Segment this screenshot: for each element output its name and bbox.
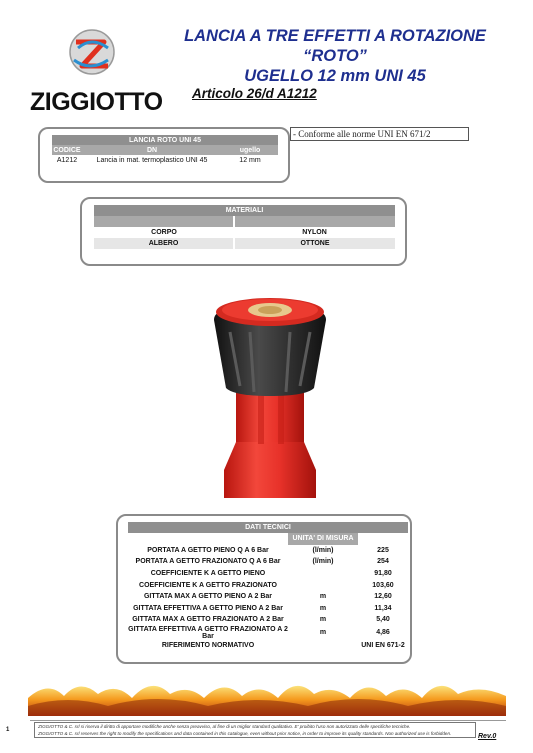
cell-value: UNI EN 671-2	[361, 642, 405, 650]
product-table	[52, 135, 278, 165]
materials-table	[94, 205, 395, 249]
materials-subheader-right	[234, 216, 395, 227]
cell-unit	[288, 579, 358, 591]
tech-header-blank	[128, 533, 288, 545]
materials-subheader-left	[94, 216, 234, 227]
cell-value: 12,60	[374, 593, 392, 601]
tech-table-title: DATI TECNICI	[128, 522, 408, 533]
cell-value: 254	[377, 558, 389, 566]
table-row	[128, 626, 408, 640]
tech-header-value	[358, 533, 408, 545]
brand-name: ZIGGIOTTO	[30, 88, 163, 116]
cell-value: 103,60	[372, 581, 394, 589]
cell-component: ALBERO	[94, 238, 234, 249]
page-number: 1	[6, 727, 10, 733]
footer-divider	[30, 720, 506, 721]
tech-data-table	[128, 522, 408, 651]
disclaimer-english: ZIGGIOTTO & C. srl reserves the right to modify the specifications and data contained in this catalogue, even without prior notice, in order to improve its quality standards. Non authorized use is forbidden.	[38, 731, 452, 736]
tech-header-unit: UNITA' DI MISURA	[288, 533, 358, 545]
revision-label: Rev.0	[478, 733, 497, 740]
title-line-2: UGELLO 12 mm UNI 45	[244, 67, 426, 85]
article-code: Articolo 26/d A1212	[192, 86, 317, 101]
cell-unit: m	[319, 604, 327, 612]
cell-unit	[288, 568, 358, 580]
cell-unit: (l/min)	[312, 558, 334, 566]
cell-component: CORPO	[151, 229, 177, 236]
product-table-title: LANCIA ROTO UNI 45	[52, 135, 278, 145]
brand-logo	[30, 26, 180, 116]
table-row	[128, 614, 408, 626]
compliance-note: - Conforme alle norme UNI EN 671/2	[290, 127, 469, 141]
cell-unit: m	[319, 629, 327, 637]
column-header-ugello: ugello	[222, 145, 278, 155]
column-header-codice: CODICE	[53, 146, 81, 154]
table-row	[128, 568, 408, 580]
page-title	[165, 26, 505, 86]
cell-unit: m	[319, 616, 327, 624]
nozzle-product-image	[206, 292, 334, 502]
table-row	[52, 155, 278, 165]
cell-parameter: PORTATA A GETTO PIENO Q A 6 Bar	[147, 546, 269, 554]
cell-unit: m	[319, 593, 327, 601]
cell-ugello: 12 mm	[239, 156, 261, 164]
materials-table-title: MATERIALI	[94, 205, 395, 216]
cell-codice: A1212	[56, 156, 78, 164]
tech-data-panel	[116, 514, 412, 664]
cell-material: NYLON	[302, 229, 327, 236]
table-row	[128, 579, 408, 591]
flame-banner	[28, 676, 506, 716]
ziggiotto-logo-icon	[64, 26, 120, 86]
footer-disclaimer	[34, 722, 476, 738]
table-row	[94, 238, 395, 249]
cell-unit: (l/min)	[312, 546, 334, 554]
cell-parameter: RIFERIMENTO NORMATIVO	[161, 642, 255, 650]
disclaimer-italian: ZIGGIOTTO & C. srl si riserva il diritto di apportare modifiche anche senza preavviso, al fine di un miglior standard qualitativo. E' proibito l'uso non autorizzato delle specifiche tecniche.	[38, 724, 411, 729]
cell-parameter: GITTATA MAX A GETTO PIENO A 2 Bar	[143, 593, 273, 601]
cell-value: 4,86	[376, 629, 390, 637]
table-row	[128, 640, 408, 652]
cell-parameter: GITTATA EFFETTIVA A GETTO FRAZIONATO A 2 Bar	[128, 625, 288, 640]
product-table-panel	[38, 127, 290, 183]
table-row	[128, 603, 408, 615]
cell-material: OTTONE	[234, 238, 395, 249]
cell-value: 11,34	[374, 604, 392, 612]
table-row	[128, 591, 408, 603]
cell-parameter: COEFFICIENTE K A GETTO PIENO	[150, 570, 266, 578]
cell-dn: Lancia in mat. termoplastico UNI 45	[96, 156, 208, 164]
cell-value: 91,80	[374, 570, 392, 578]
cell-value: 225	[377, 546, 389, 554]
cell-value: 5,40	[376, 616, 390, 624]
cell-unit	[288, 640, 358, 652]
cell-parameter: PORTATA A GETTO FRAZIONATO Q A 6 Bar	[135, 558, 281, 566]
cell-parameter: GITTATA EFFETTIVA A GETTO PIENO A 2 Bar	[133, 604, 283, 612]
table-row	[128, 556, 408, 568]
materials-table-panel	[80, 197, 407, 266]
title-line-1: LANCIA A TRE EFFETTI A ROTAZIONE “ROTO”	[184, 27, 486, 65]
cell-parameter: GITTATA MAX A GETTO FRAZIONATO A 2 Bar	[132, 616, 284, 624]
table-row	[128, 545, 408, 557]
column-header-dn: DN	[82, 145, 222, 155]
cell-parameter: COEFFICIENTE K A GETTO FRAZIONATO	[139, 581, 277, 589]
table-row	[94, 227, 395, 238]
